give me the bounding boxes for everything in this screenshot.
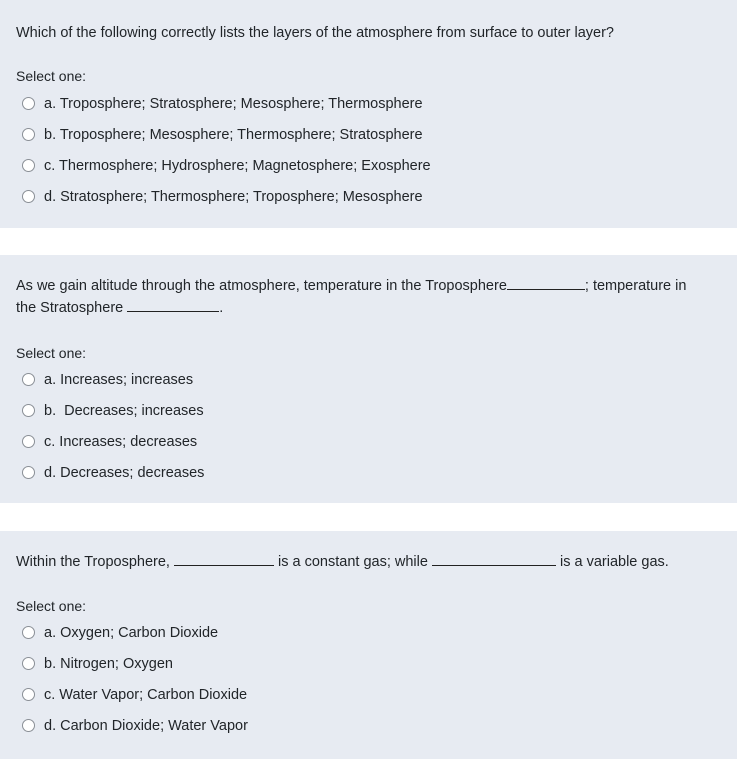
answer-blank [174,551,274,566]
question-3-options [22,617,248,741]
answer-blank [127,297,219,312]
question-1-option-b[interactable] [22,119,431,150]
radio-icon[interactable] [22,97,35,110]
question-2-options [22,364,204,488]
question-3-option-d[interactable] [22,710,248,741]
question-1-option-a[interactable] [22,88,431,119]
question-3-option-a[interactable] [22,617,248,648]
question-3 [0,531,737,759]
question-3-option-c[interactable] [22,679,248,710]
question-3-select-label: Select one: [16,598,87,614]
option-label: a. Oxygen; Carbon Dioxide [44,624,219,641]
option-label: b. Nitrogen; Oxygen [44,655,173,672]
radio-icon[interactable] [22,466,35,479]
option-label: c. Water Vapor; Carbon Dioxide [44,686,248,703]
radio-icon[interactable] [22,435,35,448]
radio-icon[interactable] [22,626,35,639]
question-3-text: Within the Troposphere, is a constant gas; while is a variable gas. [16,551,721,573]
question-2-option-b[interactable] [22,395,204,426]
question-2-option-d[interactable] [22,457,204,488]
question-2-option-c[interactable] [22,426,204,457]
radio-icon[interactable] [22,190,35,203]
option-label: d. Decreases; decreases [44,464,205,481]
option-label: a. Troposphere; Stratosphere; Mesosphere; Thermosphere [44,95,423,112]
question-1-option-c[interactable] [22,150,431,181]
question-2-option-a[interactable] [22,364,204,395]
option-label: d. Stratosphere; Thermosphere; Troposphere; Mesosphere [44,188,423,205]
radio-icon[interactable] [22,688,35,701]
question-1 [0,0,737,228]
question-1-option-d[interactable] [22,181,431,212]
question-2-line-1: As we gain altitude through the atmosphere, temperature in the Troposphere ; temperature in [16,275,721,297]
question-2-select-label: Select one: [16,345,87,361]
question-1-select-label: Select one: [16,68,87,84]
question-3-option-b[interactable] [22,648,248,679]
radio-icon[interactable] [22,373,35,386]
question-2-text [16,275,721,319]
radio-icon[interactable] [22,159,35,172]
option-label: b. Troposphere; Mesosphere; Thermosphere; Stratosphere [44,126,423,143]
option-label: a. Increases; increases [44,371,194,388]
option-label: c. Increases; decreases [44,433,198,450]
question-1-text: Which of the following correctly lists the layers of the atmosphere from surface to outer layer? [16,25,614,41]
question-2 [0,255,737,503]
option-label: c. Thermosphere; Hydrosphere; Magnetosphere; Exosphere [44,157,431,174]
radio-icon[interactable] [22,128,35,141]
option-label: b. Decreases; increases [44,402,204,419]
radio-icon[interactable] [22,657,35,670]
question-2-line-2: the Stratosphere . [16,297,721,319]
radio-icon[interactable] [22,404,35,417]
question-1-options [22,88,431,212]
answer-blank [507,275,585,290]
radio-icon[interactable] [22,719,35,732]
option-label: d. Carbon Dioxide; Water Vapor [44,717,248,734]
answer-blank [432,551,556,566]
